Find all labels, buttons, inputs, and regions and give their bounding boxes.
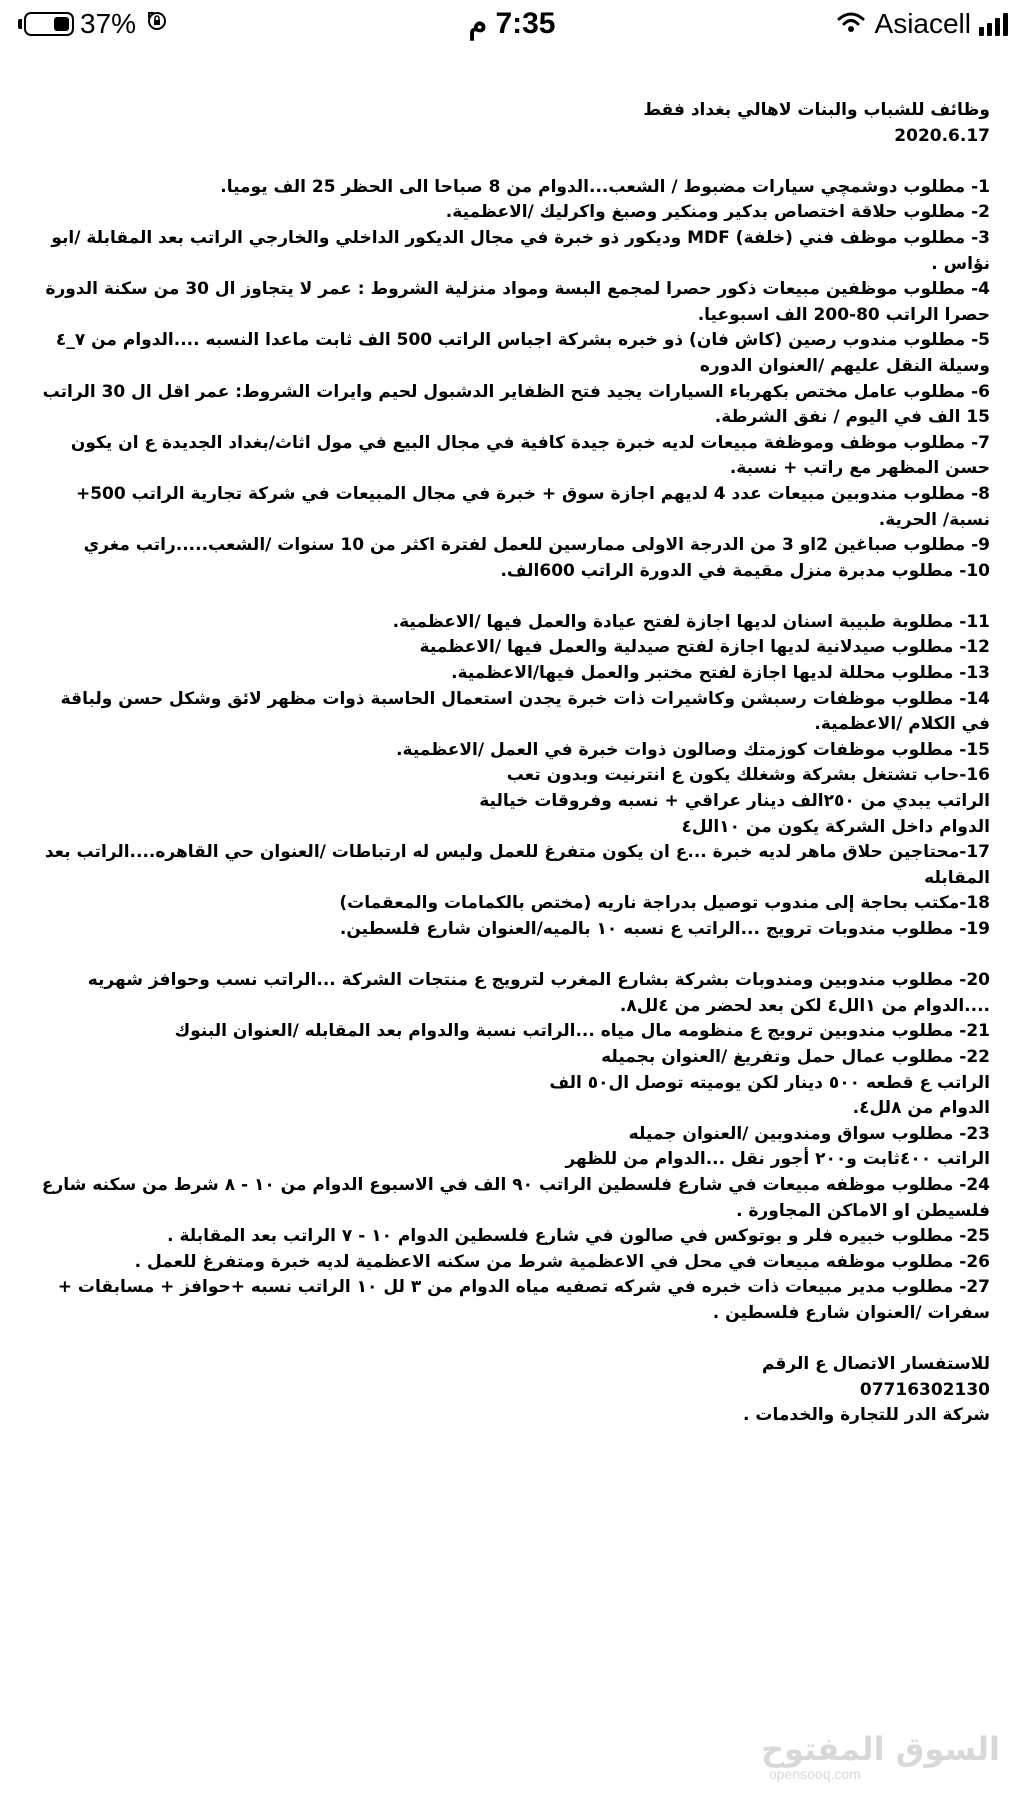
listing-line: 26- مطلوب موظفه مبيعات في محل في الاعظمية شرط من سكنه الاعظمية لديه خبرة ومتفرغ للعمل . (134, 1251, 990, 1272)
listing-line: 21- مطلوب مندوبين ترويج ع منظومه مال مياه ...الراتب نسبة والدوام بعد المقابله /العنوان البنوك (174, 1021, 990, 1042)
listing-line: 13- مطلوب محللة لديها اجازة لفتح مختبر والعمل فيها/الاعظمية. (451, 663, 990, 684)
contact-phone (28, 1378, 990, 1404)
listing-block (28, 175, 990, 585)
document-body (28, 98, 990, 1429)
listing-block (28, 610, 990, 943)
listing-line: 24- مطلوب موظفه مبيعات في شارع فلسطين الراتب ٩٠ الف في الاسبوع الدوام من ١٠ - ٨ شرط من سكنه شارع فلسيطن او الاماكن المجاورة . (41, 1174, 990, 1221)
listing-line: 20- مطلوب مندوبين ومندوبات بشركة بشارع المغرب لترويج ع منتجات الشركة ...الراتب نسب وحوافز شهريه ....الدوام من ١الل٤ لكن بعد لحضر من ٤لل٨. (87, 970, 990, 1016)
listing-line: 10- مطلوب مدبرة منزل مقيمة في الدورة الراتب 600الف. (500, 560, 990, 581)
listing-line: 8- مطلوب مندوبين مبيعات عدد 4 لديهم اجازة سوق + خبرة في مجال المبيعات في شركة تجارية الراتب 500+ نسبة/ الحرية. (75, 483, 990, 530)
listing-line: 19- مطلوب مندوبات ترويج ...الراتب ع نسبه ١٠ بالميه/العنوان شارع فلسطين. (339, 919, 990, 939)
document-date: 2020.6.17 (894, 125, 990, 146)
listing-line: 12- مطلوب صيدلانية لديها اجازة لفتح صيدلية والعمل فيها /الاعظمية (419, 637, 990, 658)
listing-line: الراتب يبدي من ٢٥٠الف دينار عراقي + نسبه وفروقات خيالية (479, 791, 990, 812)
listing-line: 5- مطلوب مندوب رصين (كاش فان) ذو خبره بشركة اجباس الراتب 500 الف ثابت ماعدا النسبه ....الدوام من ٧_٤ وسيلة النقل عليهم /العنوان الدوره (55, 330, 990, 376)
signal-icon (979, 12, 1008, 36)
listing-line: 9- مطلوب صباغين 2او 3 من الدرجة الاولى ممارسين للعمل لفترة اكثر من 10 سنوات /الشعب.....راتب مغري (83, 535, 990, 556)
company-name: شركة الدر للتجارة والخدمات . (743, 1405, 990, 1426)
listing-line: 27- مطلوب مدير مبيعات ذات خبره في شركه تصفيه مياه الدوام من ٣ لل ١٠ الراتب نسبه +حوافز + مسابقات + سفرات /العنوان شارع فلسطين . (57, 1277, 990, 1323)
listing-line: 16-حاب تشتغل بشركة وشغلك يكون ع انترنيت وبدون تعب (506, 765, 990, 786)
listing-block (28, 968, 990, 1326)
listing-line: 6- مطلوب عامل مختص بكهرباء السيارات يجيد فتح الظفاير الدشبول لحيم وايرات الشروط: عمر اقل ال 30 الراتب 15 الف في اليوم / نفق الشرطة. (42, 381, 990, 428)
listing-line: الدوام داخل الشركة يكون من ١٠الل٤ (681, 816, 990, 837)
listing-line: 18-مكتب بحاجة إلى مندوب توصيل بدراجة ناريه (مختص بالكمامات والمعقمات) (339, 893, 990, 914)
job-listings (28, 175, 990, 1327)
listing-line: 15- مطلوب موظفات كوزمتك وصالون ذوات خبرة في العمل /الاعظمية. (396, 739, 990, 760)
wifi-icon (837, 8, 865, 40)
contact-label: للاستفسار الاتصال ع الرقم (761, 1354, 990, 1375)
listing-line: الراتب ٤٠٠ثابت و٢٠٠ أجور نقل ...الدوام من للظهر (565, 1149, 990, 1170)
watermark (761, 1732, 1000, 1782)
listing-line: 2- مطلوب حلاقة اختصاص بدكير ومنكير وصبغ واكرليك /الاعظمية. (445, 202, 990, 223)
listing-line: 11- مطلوبة طبيبة اسنان لديها اجازة لفتح عيادة والعمل فيها /الاعظمية. (392, 611, 990, 632)
watermark-logo-text: السوق المفتوح (760, 1730, 1000, 1768)
status-bar (0, 0, 1024, 52)
phone-number: 07716302130 (859, 1379, 990, 1400)
listing-line: 23- مطلوب سواق ومندوبين /العنوان جميله (628, 1123, 990, 1144)
status-time: 7:35 م (468, 7, 556, 40)
status-right (837, 8, 1008, 40)
listing-line: 3- مطلوب موظف فني (خلفة) MDF وديكور ذو خبرة في مجال الديكور الداخلي والخارجي الراتب بعد المقابلة /ابو نؤاس . (51, 227, 990, 274)
listing-line: 22- مطلوب عمال حمل وتفريغ /العنوان بجميله (601, 1046, 990, 1067)
document-title: وظائف للشباب والبنات لاهالي بغداد فقط (643, 100, 990, 120)
carrier-name: Asiacell (874, 8, 971, 39)
battery-percent: 37% (80, 8, 137, 39)
listing-line: 17-محتاجين حلاق ماهر لديه خبرة ...ع ان يكون متفرغ للعمل وليس له ارتباطات /العنوان حي القاهره....الراتب بعد المقابله (44, 842, 990, 888)
watermark-url: opensooq.com (768, 1766, 861, 1782)
listing-line: 4- مطلوب موظفين مبيعات ذكور حصرا لمجمع البسة ومواد منزلية الشروط : عمر لا يتجاوز ال 30 من سكنة الدورة حصرا الراتب 80-200 الف اسبوعيا. (45, 279, 990, 325)
listing-line: 25- مطلوب خبيره فلر و بوتوكس في صالون في شارع فلسطين الدوام ١٠ - ٧ الراتب بعد المقابلة . (167, 1226, 990, 1247)
listing-line: 7- مطلوب موظف وموظفة مبيعات لديه خبرة جيدة كافية في مجال البيع في مول اثاث/بغداد الجديدة ع ان يكون حسن المظهر مع راتب + نسبة. (70, 432, 990, 479)
listing-line: الراتب ع قطعه ٥٠٠ دينار لكن يوميته توصل ال٥٠ الف (549, 1072, 990, 1093)
listing-line: 14- مطلوب موظفات رسبشن وكاشيرات ذات خبرة يجدن استعمال الحاسبة ذوات مظهر لائق وشكل حسن ولباقة في الكلام /الاعظمية. (60, 688, 990, 735)
listing-line: 1- مطلوب دوشمچي سيارات مضبوط / الشعب...الدوام من 8 صباحا الى الحظر 25 الف يوميا. (220, 176, 990, 197)
listing-line: الدوام من ٨لل٤. (852, 1098, 990, 1119)
